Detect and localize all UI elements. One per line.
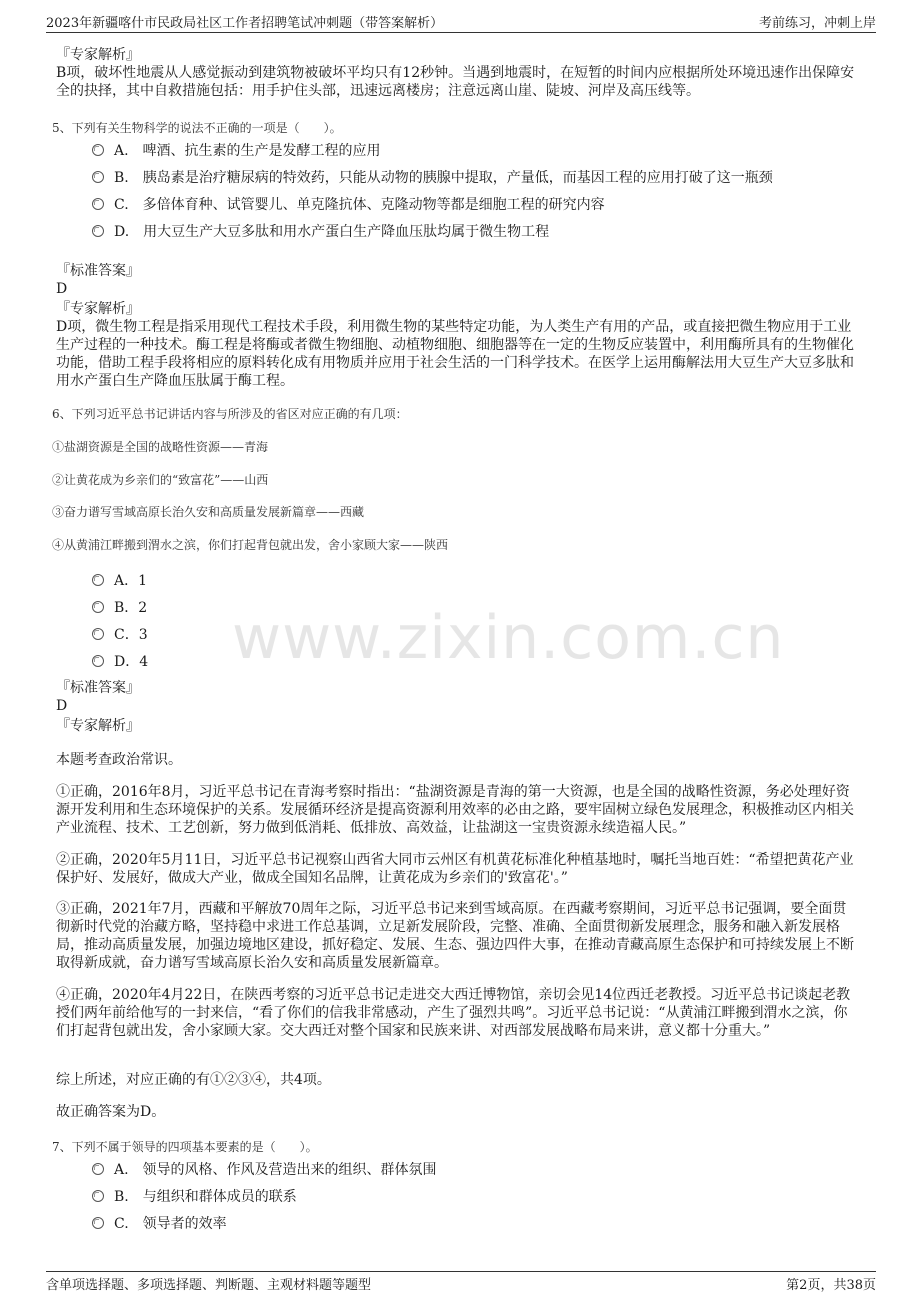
option-label: B．2 — [114, 600, 148, 616]
radio-button-icon[interactable] — [92, 144, 104, 156]
radio-button-icon[interactable] — [92, 601, 104, 613]
statement-3: ③奋力谱写雪域高原长治久安和高质量发展新篇章——西藏 — [52, 505, 365, 519]
radio-button-icon[interactable] — [92, 655, 104, 667]
standard-answer-label: 『标准答案』 — [56, 263, 140, 279]
expert-analysis-label: 『专家解析』 — [56, 301, 140, 317]
option-label: A. 啤酒、抗生素的生产是发酵工程的应用 — [114, 143, 381, 159]
analysis-paragraph: 综上所述，对应正确的有①②③④，共4项。 — [56, 1072, 331, 1088]
statement-1: ①盐湖资源是全国的战略性资源——青海 — [52, 440, 269, 454]
question-types-note: 含单项选择题、多项选择题、判断题、主观材料题等题型 — [46, 1278, 372, 1293]
radio-button-icon[interactable] — [92, 1163, 104, 1175]
expert-analysis-text: D项，微生物工程是指采用现代工程技术手段，利用微生物的某些特定功能，为人类生产有用的产品，或直接把微生物应用于工业生产过程的一种技术。酶工程是将酶或者微生物细胞、动植物细胞、细胞器等在一定的生物反应装置中，利用酶所具有的生物催化功能，借助工程手段将相应的原料转化成有用物质并应用于社会生活的一门科学技术。在医学上运用酶解法用大豆生产大豆多肽和用水产蛋白生产降血压肽属于酶工程。 — [56, 319, 854, 389]
header-slogan: 考前练习，冲刺上岸 — [758, 16, 876, 31]
expert-analysis-label: 『专家解析』 — [56, 718, 140, 734]
option-label: D．4 — [114, 654, 149, 670]
option-label: D. 用大豆生产大豆多肽和用水产蛋白生产降血压肽均属于微生物工程 — [114, 224, 550, 240]
option-label: B. 与组织和群体成员的联系 — [114, 1189, 297, 1205]
analysis-paragraph: 故正确答案为D。 — [56, 1104, 166, 1120]
radio-button-icon[interactable] — [92, 628, 104, 640]
radio-button-icon[interactable] — [92, 225, 104, 237]
question-6-stem: 6、下列习近平总书记讲话内容与所涉及的省区对应正确的有几项： — [52, 407, 408, 421]
analysis-paragraph: ④正确，2020年4月22日，在陕西考察的习近平总书记走进交大西迁博物馆，亲切会见14位西迁老教授。习近平总书记谈起老教授们两年前给他写的一封来信，“看了你们的信我非常感动，产生了强烈共鸣”。习近平总书记说：“从黄浦江畔搬到渭水之滨，你们打起背包就出发，舍小家顾大家。交大西迁对整个国家和民族来讲、对西部发展战略布局来讲，意义都十分重大。” — [56, 987, 851, 1039]
watermark: www.zixin.com.cn — [232, 603, 785, 673]
radio-button-icon[interactable] — [92, 1190, 104, 1202]
standard-answer: D — [56, 281, 68, 297]
question-5-stem: 5、下列有关生物科学的说法不正确的一项是（ ）。 — [52, 121, 342, 135]
page-header — [46, 10, 876, 33]
option-label: A．1 — [114, 573, 148, 589]
analysis-paragraph: ①正确，2016年8月，习近平总书记在青海考察时指出：“盐湖资源是青海的第一大资源，也是全国的战略性资源，务必处理好资源开发利用和生态环境保护的关系。发展循环经济是提高资源利用效率的必由之路，要牢固树立绿色发展理念，积极推动区内相关产业流程、技术、工艺创新，努力做到低消耗、低排放、高效益，让盐湖这一宝贵资源永续造福人民。” — [56, 784, 854, 836]
expert-analysis-label: 『专家解析』 — [56, 47, 140, 63]
analysis-paragraph: ②正确，2020年5月11日，习近平总书记视察山西省大同市云州区有机黄花标准化种植基地时，嘱托当地百姓：“希望把黄花产业保护好、发展好，做成大产业，做成全国知名品牌，让黄花成为乡亲们的'致富花'。” — [56, 852, 854, 886]
statement-4: ④从黄浦江畔搬到渭水之滨，你们打起背包就出发，舍小家顾大家——陕西 — [52, 538, 449, 552]
option-label: A. 领导的风格、作风及营造出来的组织、群体氛围 — [114, 1162, 437, 1178]
standard-answer: D — [56, 698, 68, 714]
radio-button-icon[interactable] — [92, 574, 104, 586]
option-label: B. 胰岛素是治疗糖尿病的特效药，只能从动物的胰腺中提取，产量低，而基因工程的应用打破了这一瓶颈 — [114, 170, 773, 186]
page-number: 第2页，共38页 — [786, 1278, 876, 1293]
option-label: C．3 — [114, 627, 148, 643]
radio-button-icon[interactable] — [92, 198, 104, 210]
analysis-paragraph: ③正确，2021年7月，西藏和平解放70周年之际，习近平总书记来到雪域高原。在西藏考察期间，习近平总书记强调，要全面贯彻新时代党的治藏方略，坚持稳中求进工作总基调，立足新发展阶段，完整、准确、全面贯彻新发展理念，服务和融入新发展格局，推动高质量发展，加强边境地区建设，抓好稳定、发展、生态、强边四件大事，在推动青藏高原生态保护和可持续发展上不断取得新成就，奋力谱写雪域高原长治久安和高质量发展新篇章。 — [56, 901, 854, 971]
document-title: 2023年新疆喀什市民政局社区工作者招聘笔试冲刺题（带答案解析） — [46, 16, 444, 31]
option-label: C. 领导者的效率 — [114, 1216, 227, 1232]
radio-button-icon[interactable] — [92, 1217, 104, 1229]
statement-2: ②让黄花成为乡亲们的“致富花”——山西 — [52, 473, 269, 487]
page-footer — [46, 1271, 876, 1296]
expert-analysis-text: B项，破坏性地震从人感觉振动到建筑物被破坏平均只有12秒钟。当遇到地震时，在短暂的时间内应根据所处环境迅速作出保障安全的抉择，其中自救措施包括：用手护住头部，迅速远离楼房；注意远离山崖、陡坡、河岸及高压线等。 — [56, 65, 855, 99]
option-label: C. 多倍体育种、试管婴儿、单克隆抗体、克隆动物等都是细胞工程的研究内容 — [114, 197, 605, 213]
standard-answer-label: 『标准答案』 — [56, 680, 140, 696]
radio-button-icon[interactable] — [92, 171, 104, 183]
question-7-stem: 7、下列不属于领导的四项基本要素的是（ ）。 — [52, 1140, 318, 1154]
analysis-paragraph: 本题考查政治常识。 — [56, 752, 182, 768]
